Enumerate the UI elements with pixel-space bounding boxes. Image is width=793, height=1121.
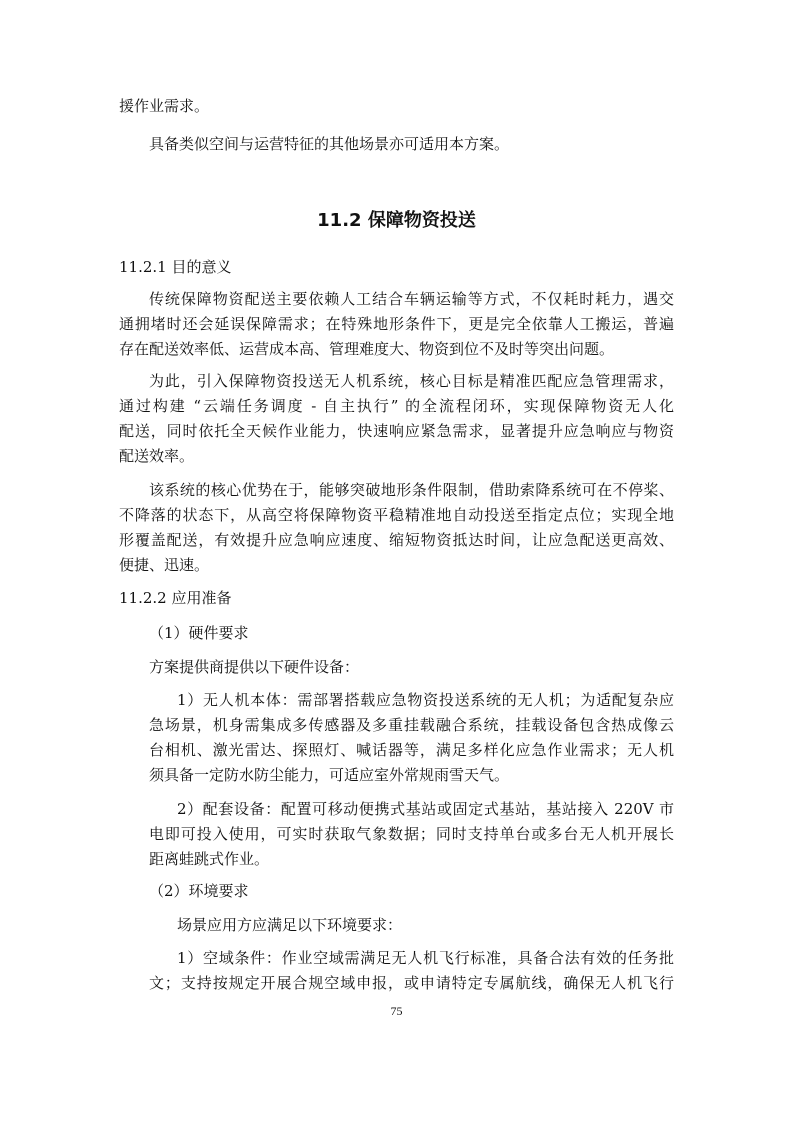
paragraph-line: 不降落的状态下，从高空将保障物资平稳精准地自动投送至指定点位；实现全地 xyxy=(119,506,674,524)
paragraph-line: 该系统的核心优势在于，能够突破地形条件限制，借助索降系统可在不停桨、 xyxy=(149,481,674,499)
paragraph-line: 形覆盖配送，有效提升应急响应速度、缩短物资抵达时间，让应急配送更高效、 xyxy=(119,531,674,549)
paragraph-line: 文；支持按规定开展合规空域申报，或申请特定专属航线，确保无人机飞行 xyxy=(149,974,674,992)
paragraph-line: 台相机、激光雷达、探照灯、喊话器等，满足多样化应急作业需求；无人机 xyxy=(149,741,674,759)
paragraph-line: 为此，引入保障物资投送无人机系统，核心目标是精准匹配应急管理需求， xyxy=(149,372,674,390)
paragraph-line: 配送效率。 xyxy=(119,447,195,465)
page-number: 75 xyxy=(390,1004,403,1018)
subsection-heading-preparation: 11.2.2 应用准备 xyxy=(119,589,232,607)
paragraph-line: 电即可投入使用，可实时获取气象数据；同时支持单台或多台无人机开展长 xyxy=(149,825,674,843)
paragraph-line: 须具备一定防水防尘能力，可适应室外常规雨雪天气。 xyxy=(149,766,510,784)
section-title: 11.2 保障物资投送 xyxy=(317,210,476,231)
paragraph-line: 1）无人机本体：需部署搭载应急物资投送系统的无人机；为适配复杂应 xyxy=(177,691,674,709)
intro-line-1: 援作业需求。 xyxy=(119,97,210,115)
paragraph-line: 1）空域条件：作业空域需满足无人机飞行标准，具备合法有效的任务批 xyxy=(177,949,674,967)
environment-intro: 场景应用方应满足以下环境要求： xyxy=(177,916,403,934)
paragraph-line: 急场景，机身需集成多传感器及多重挂载融合系统，挂载设备包含热成像云 xyxy=(149,716,674,734)
intro-line-2: 具备类似空间与运营特征的其他场景亦可适用本方案。 xyxy=(149,135,510,153)
paragraph-line: 配送，同时依托全天候作业能力，快速响应紧急需求，显著提升应急响应与物资 xyxy=(119,422,674,440)
paragraph-line: 2）配套设备：配置可移动便携式基站或固定式基站，基站接入 220V 市 xyxy=(177,800,674,818)
subsection-heading-purpose: 11.2.1 目的意义 xyxy=(119,258,232,276)
paragraph-line: 通过构建 “云端任务调度 - 自主执行” 的全流程闭环，实现保障物资无人化 xyxy=(119,397,674,415)
paragraph-line: 传统保障物资配送主要依赖人工结合车辆运输等方式，不仅耗时耗力，遇交 xyxy=(149,290,674,308)
environment-requirements-heading: （2）环境要求 xyxy=(149,882,249,900)
paragraph-line: 距离蛙跳式作业。 xyxy=(149,850,270,868)
paragraph-line: 存在配送效率低、运营成本高、管理难度大、物资到位不及时等突出问题。 xyxy=(119,340,615,358)
paragraph-line: 便捷、迅速。 xyxy=(119,556,210,574)
hardware-intro: 方案提供商提供以下硬件设备： xyxy=(149,658,360,676)
hardware-requirements-heading: （1）硬件要求 xyxy=(149,624,249,642)
paragraph-line: 通拥堵时还会延误保障需求；在特殊地形条件下，更是完全依靠人工搬运，普遍 xyxy=(119,315,674,333)
